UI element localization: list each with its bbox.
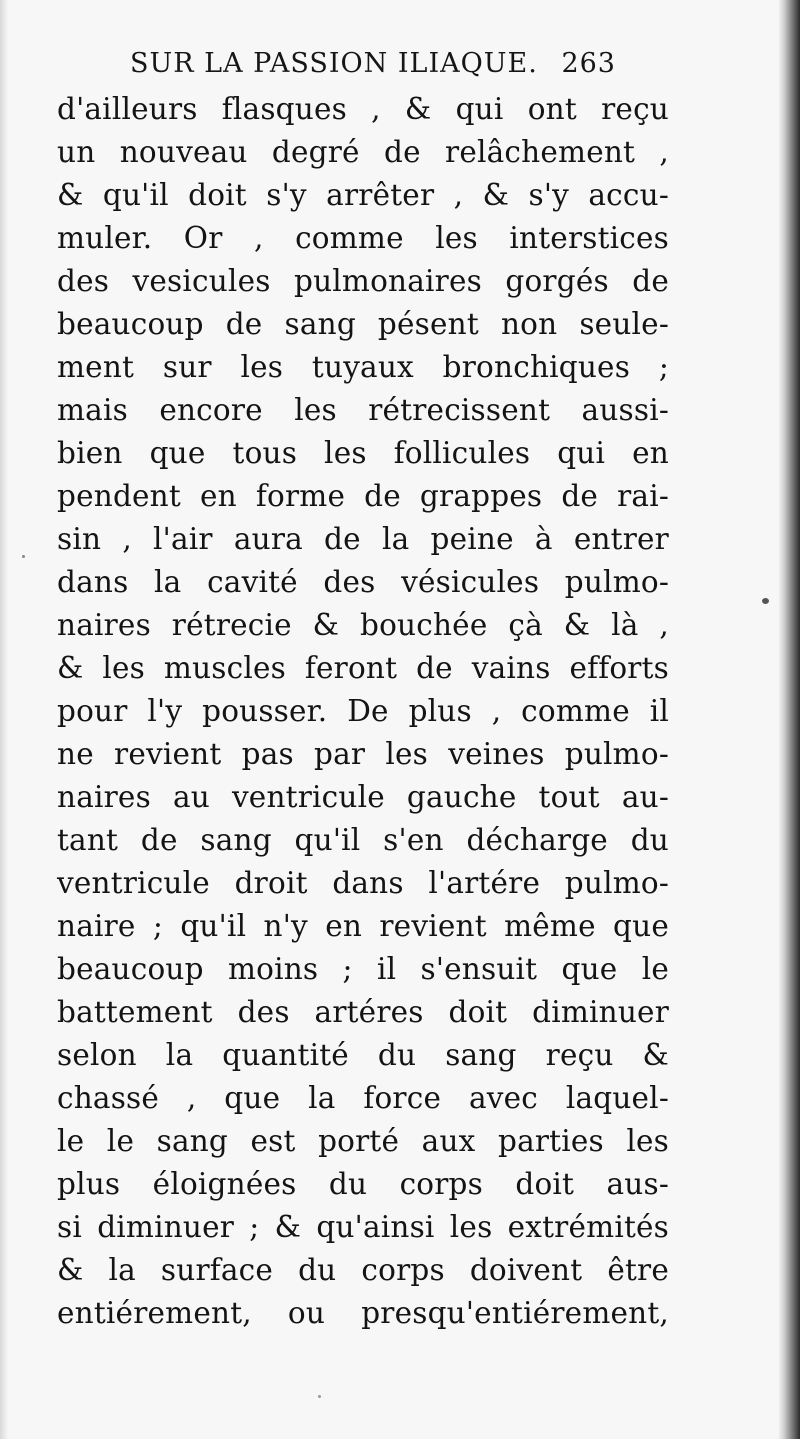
text-line: selon la quantité du sang reçu & <box>57 1038 669 1072</box>
text-line: dans la cavité des vésicules pulmo- <box>57 565 669 599</box>
text-line: pendent en forme de grappes de rai- <box>57 479 669 513</box>
text-line: un nouveau degré de relâchement , <box>57 135 669 169</box>
text-line: si diminuer ; & qu'ainsi les extrémités <box>57 1210 669 1244</box>
text-line: le le sang est porté aux parties les <box>57 1124 669 1158</box>
ink-speck <box>762 598 769 604</box>
text-line: d'ailleurs flasques , & qui ont reçu <box>57 92 669 126</box>
text-line: bien que tous les follicules qui en <box>57 436 669 470</box>
text-line: & les muscles feront de vains efforts <box>57 651 669 685</box>
text-line: & la surface du corps doivent être <box>57 1253 669 1287</box>
running-header <box>130 48 670 79</box>
text-line: pour l'y pousser. De plus , comme il <box>57 694 669 728</box>
running-title: SUR LA PASSION ILIAQUE. <box>130 48 538 79</box>
text-line: tant de sang qu'il s'en décharge du <box>57 823 669 857</box>
ink-speck <box>318 1395 321 1398</box>
text-line: ment sur les tuyaux bronchiques ; <box>57 350 669 384</box>
text-line: plus éloignées du corps doit aus- <box>57 1167 669 1201</box>
page-binding-shadow <box>778 0 800 1439</box>
ink-speck <box>22 555 25 558</box>
text-line: battement des artéres doit diminuer <box>57 995 669 1029</box>
text-line: beaucoup moins ; il s'ensuit que le <box>57 952 669 986</box>
text-line: muler. Or , comme les interstices <box>57 221 669 255</box>
text-line: ventricule droit dans l'artére pulmo- <box>57 866 669 900</box>
text-line: des vesicules pulmonaires gorgés de <box>57 264 669 298</box>
text-line: sin , l'air aura de la peine à entrer <box>57 522 669 556</box>
text-line: ne revient pas par les veines pulmo- <box>57 737 669 771</box>
page-left-edge-shadow <box>0 0 8 1439</box>
text-line: naire ; qu'il n'y en revient même que <box>57 909 669 943</box>
text-line: & qu'il doit s'y arrêter , & s'y accu- <box>57 178 669 212</box>
text-line: mais encore les rétrecissent aussi- <box>57 393 669 427</box>
body-text <box>57 88 669 1335</box>
text-line: beaucoup de sang pésent non seule- <box>57 307 669 341</box>
page-number: 263 <box>561 48 616 79</box>
text-line: entiérement, ou presqu'entiérement, <box>57 1296 669 1330</box>
text-line: naires rétrecie & bouchée çà & là , <box>57 608 669 642</box>
text-line: chassé , que la force avec laquel- <box>57 1081 669 1115</box>
text-line: naires au ventricule gauche tout au- <box>57 780 669 814</box>
